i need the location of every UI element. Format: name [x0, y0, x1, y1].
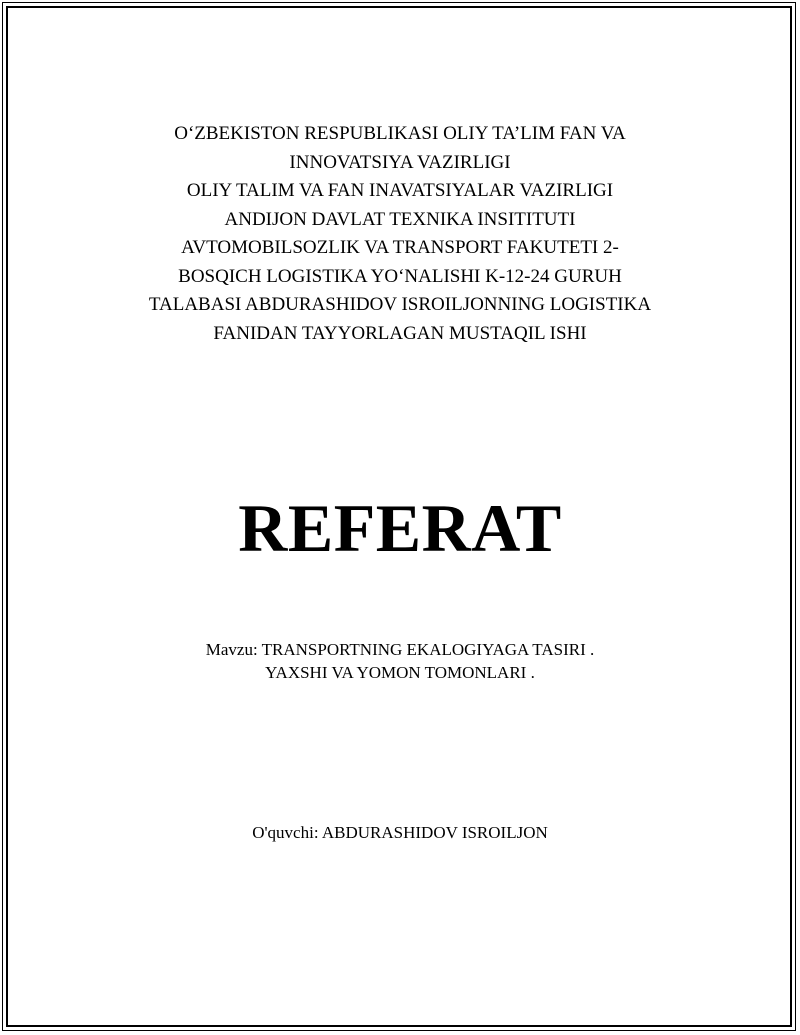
institution-header — [0, 120, 800, 348]
topic-line: YAXSHI VA YOMON TOMONLARI . — [265, 663, 535, 682]
document-title: REFERAT — [238, 490, 562, 566]
topic-block — [0, 638, 800, 684]
header-line: AVTOMOBILSOZLIK VA TRANSPORT FAKUTETI 2- — [181, 237, 619, 258]
header-line: O‘ZBEKISTON RESPUBLIKASI OLIY TA’LIM FAN VA — [174, 123, 626, 144]
header-line: TALABASI ABDURASHIDOV ISROILJONNING LOGISTIKA — [148, 294, 652, 315]
header-line: ANDIJON DAVLAT TEXNIKA INSITITUTI — [224, 208, 576, 230]
student-name: O'quvchi: ABDURASHIDOV ISROILJON — [252, 823, 548, 842]
topic-line: Mavzu: TRANSPORTNING EKALOGIYAGA TASIRI . — [205, 640, 595, 659]
header-line: BOSQICH LOGISTIKA YO‘NALISHI K-12-24 GURUH — [178, 265, 622, 287]
header-line: FANIDAN TAYYORLAGAN MUSTAQIL ISHI — [213, 322, 587, 344]
header-line: INNOVATSIYA VAZIRLIGI — [289, 151, 511, 173]
header-line: OLIY TALIM VA FAN INAVATSIYALAR VAZIRLIGI — [186, 180, 614, 201]
